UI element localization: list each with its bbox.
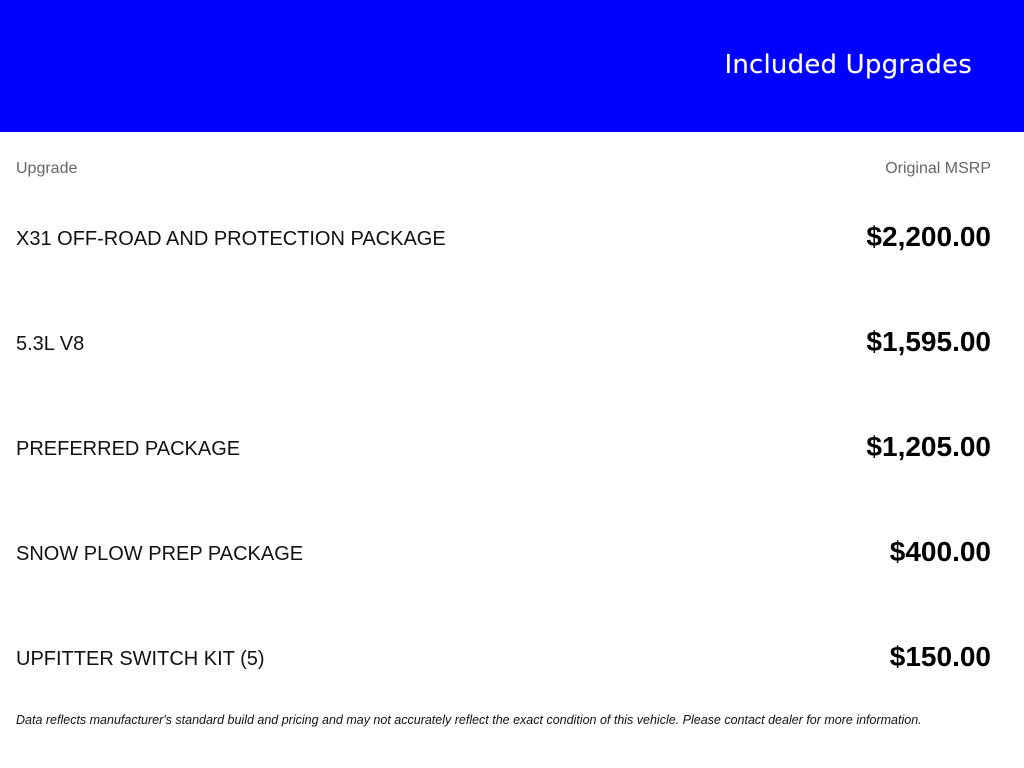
list-item (16, 415, 991, 520)
list-item (16, 205, 991, 310)
upgrade-name: UPFITTER SWITCH KIT (5) (16, 648, 265, 670)
upgrade-price: $2,200.00 (866, 221, 991, 252)
upgrade-name: X31 OFF-ROAD AND PROTECTION PACKAGE (16, 228, 446, 250)
upgrade-name: PREFERRED PACKAGE (16, 438, 241, 460)
upgrade-price: $1,595.00 (866, 326, 991, 357)
upgrade-name: SNOW PLOW PREP PACKAGE (16, 543, 304, 565)
column-header-msrp: Original MSRP (885, 160, 991, 177)
disclaimer-text: Data reflects manufacturer's standard build and pricing and may not accurately reflect the exact condition of this vehicle. Please contact dealer for more information. (16, 713, 922, 727)
column-header-upgrade: Upgrade (16, 160, 78, 177)
page-header (0, 0, 1024, 132)
upgrades-list (16, 205, 991, 730)
upgrade-price: $400.00 (889, 536, 991, 567)
upgrade-price: $1,205.00 (866, 431, 991, 462)
list-item (16, 520, 991, 625)
table-header (16, 160, 991, 180)
list-item (16, 310, 991, 415)
upgrade-price: $150.00 (889, 641, 991, 672)
page-title: Included Upgrades (724, 50, 972, 80)
upgrade-name: 5.3L V8 (16, 333, 85, 355)
